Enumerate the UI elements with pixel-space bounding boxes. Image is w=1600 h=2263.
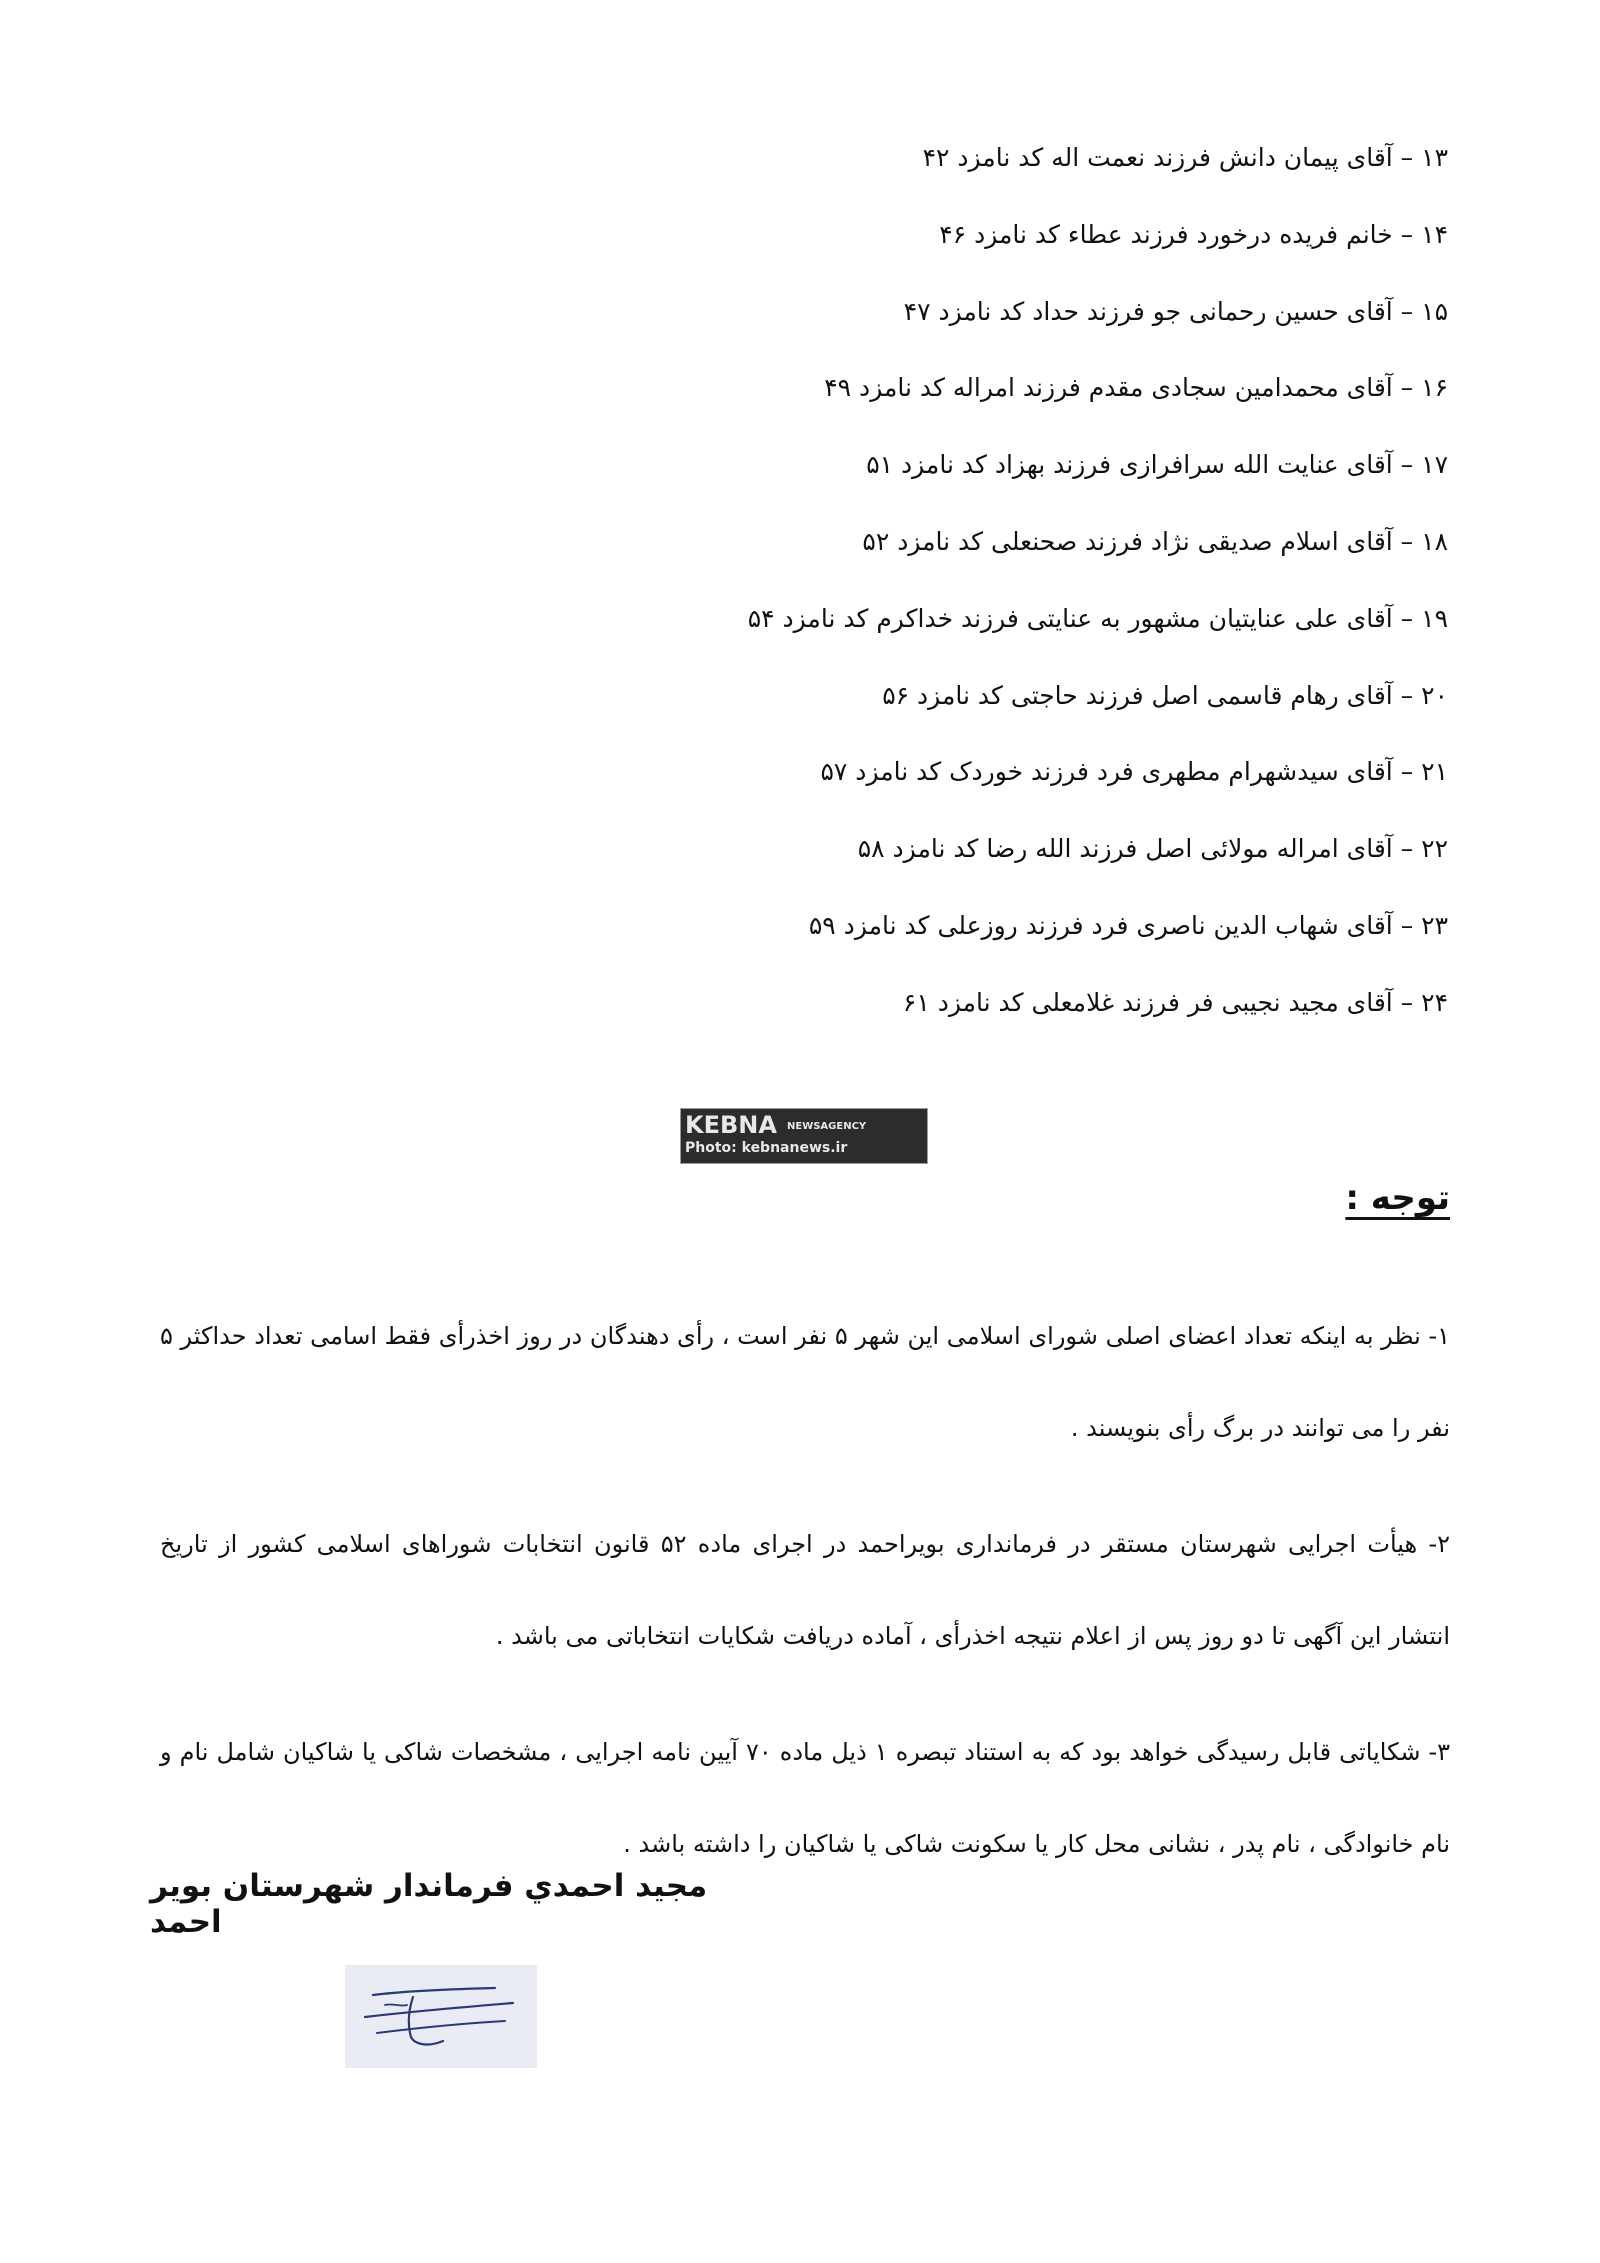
candidate-item: ۱۶ – آقای محمدامین سجادی مقدم فرزند امراله کد نامزد ۴۹ — [824, 373, 1448, 403]
notice-item-1: ۱- نظر به اینکه تعداد اعضای اصلی شورای اسلامی این شهر ۵ نفر است ، رأی دهندگان در روز اخذرأی فقط اسامی تعداد حداکثر ۵ نفر را می توانند در برگ رأی بنویسند . — [160, 1322, 1450, 1442]
candidate-item: ۱۷ – آقای عنایت الله سرافرازی فرزند بهزاد کد نامزد ۵۱ — [866, 450, 1448, 480]
watermark-brand: KEBNA — [685, 1111, 777, 1139]
candidate-item: ۲۰ – آقای رهام قاسمی اصل فرزند حاجتی کد نامزد ۵۶ — [882, 680, 1448, 710]
signature-scribble-icon — [345, 1965, 537, 2068]
candidate-item: ۱۵ – آقای حسین رحمانی جو فرزند حداد کد نامزد ۴۷ — [903, 296, 1448, 326]
candidate-item: ۱۹ – آقای علی عنایتیان مشهور به عنایتی فرزند خداکرم کد نامزد ۵۴ — [747, 603, 1448, 633]
notice-item-2: ۲- هیأت اجرایی شهرستان مستقر در فرمانداری بویراحمد در اجرای ماده ۵۲ قانون انتخابات شوراهای اسلامی کشور از تاریخ انتشار این آگهی تا دو روز پس از اعلام نتیجه اخذرأی ، آماده دریافت شکایات انتخاباتی می باشد . — [160, 1530, 1451, 1650]
notice-item-3: ۳- شکایاتی قابل رسیدگی خواهد بود که به استناد تبصره ۱ ذیل ماده ۷۰ آیین نامه اجرایی ، مشخصات شاکی یا شاکیان شامل نام و نام خانوادگی ، نام پدر ، نشانی محل کار یا سکونت شاکی یا شاکیان را داشته باشد . — [160, 1738, 1451, 1858]
candidate-item: ۲۴ – آقای مجید نجیبی فر فرزند غلامعلی کد نامزد ۶۱ — [902, 987, 1448, 1017]
candidate-item: ۲۱ – آقای سیدشهرام مطهری فرد فرزند خوردک کد نامزد ۵۷ — [820, 757, 1448, 787]
signature-image — [345, 1965, 537, 2068]
candidate-item: ۲۲ – آقای امراله مولائی اصل فرزند الله رضا کد نامزد ۵۸ — [857, 834, 1448, 864]
candidate-item: ۱۳ – آقای پیمان دانش فرزند نعمت اله کد نامزد ۴۲ — [922, 143, 1448, 172]
watermark-agency: NEWSAGENCY — [787, 1121, 867, 1132]
notice-items — [160, 1290, 1450, 1900]
notice-heading: توجه : — [1345, 1178, 1450, 1218]
candidate-list — [348, 130, 1448, 1052]
candidate-item: ۲۳ – آقای شهاب الدین ناصری فرد فرزند روزعلی کد نامزد ۵۹ — [808, 910, 1448, 940]
candidate-item: ۱۴ – خانم فریده درخورد فرزند عطاء کد نامزد ۴۶ — [939, 219, 1448, 249]
signer-line: مجید احمدي فرماندار شهرستان بوير احمد — [150, 1868, 708, 1940]
watermark-photo-credit: Photo: kebnanews.ir — [685, 1140, 848, 1156]
kebna-watermark — [680, 1108, 928, 1164]
candidate-item: ۱۸ – آقای اسلام صدیقی نژاد فرزند صحنعلی کد نامزد ۵۲ — [862, 526, 1448, 556]
